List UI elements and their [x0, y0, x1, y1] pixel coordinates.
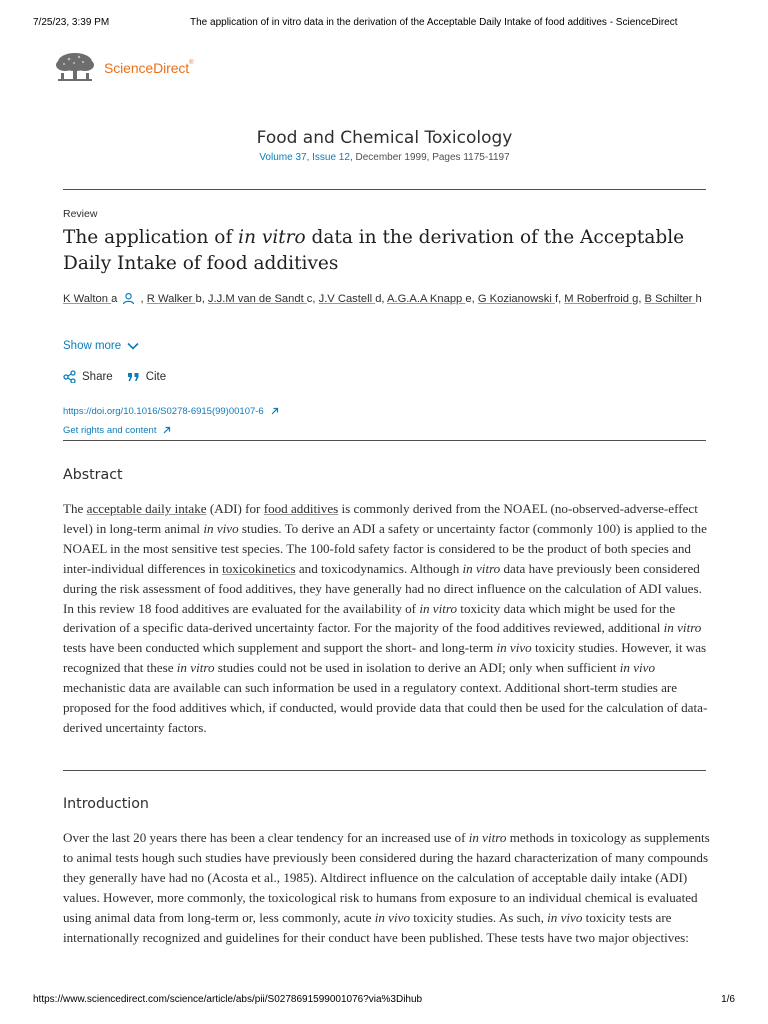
- author-link[interactable]: J.V Castell: [318, 293, 376, 305]
- cite-label: Cite: [145, 370, 167, 383]
- text-run: The: [63, 501, 87, 516]
- text-run: (ADI) for: [206, 501, 264, 516]
- text-run: mechanistic data are available can such information be used in a regulatory context. Additional short-term studies are proposed for the food additives which, if conducted, would provide data that could then be used for the calculation of data-derived uncertainty factors.: [63, 680, 708, 735]
- author-affiliation: c: [306, 293, 313, 305]
- author-separator: ,: [471, 293, 478, 305]
- text-run: studies could not be used in isolation to derive an ADI; only when sufficient: [214, 660, 620, 676]
- text-run: tests have been conducted which supplement and support the short- and long-term: [63, 640, 497, 656]
- text-run: data have previously been considered during the risk assessment of food additives, they have generally had no direct influence on the calculation of ADI values. In this review 18 food additives are evaluated for the availability of: [63, 560, 702, 616]
- share-icon: [63, 370, 76, 383]
- topic-link[interactable]: food additives: [263, 501, 339, 516]
- doi-text: https://doi.org/10.1016/S0278-6915(99)00107-6: [63, 406, 264, 417]
- emphasis-text: in vivo: [203, 520, 239, 536]
- divider: [63, 770, 706, 771]
- author-affiliation: e: [465, 293, 472, 305]
- introduction-text: [63, 828, 714, 947]
- external-link-icon: [162, 426, 171, 435]
- brand-name: ScienceDirect®: [104, 60, 194, 76]
- text-run: toxicity data which might be used for the derivation of a specific data-derived uncertainty factor. For the majority of the food additives reviewed, additional: [63, 600, 676, 636]
- author-link[interactable]: M Roberfroid: [564, 293, 633, 305]
- author-separator: ,: [381, 293, 388, 305]
- emphasis-text: in vitro: [419, 600, 458, 616]
- sciencedirect-logo[interactable]: [52, 48, 193, 88]
- person-icon[interactable]: [122, 292, 135, 305]
- print-url: https://www.sciencedirect.com/science/article/abs/pii/S0278691599001076?via%3Dihub: [33, 994, 423, 1005]
- print-header: [33, 17, 735, 31]
- text-run: toxicity tests are internationally recognized and guidelines for their conduct have been published. These tests have two major objectives:: [63, 909, 689, 945]
- quote-icon: [127, 371, 140, 382]
- author-link[interactable]: K Walton: [63, 293, 112, 305]
- print-footer: [33, 994, 735, 1008]
- divider: [63, 189, 706, 190]
- author-affiliation: g: [632, 293, 639, 305]
- author-affiliation: d: [375, 293, 382, 305]
- emphasis-text: in vitro: [462, 560, 501, 576]
- emphasis-text: in vivo: [496, 640, 532, 656]
- author-list: [63, 289, 713, 309]
- print-page-title: The application of in vitro data in the derivation of the Acceptable Daily Intake of food additives - ScienceDirect: [190, 17, 678, 28]
- emphasis-text: in vivo: [619, 660, 656, 676]
- share-button[interactable]: [63, 370, 113, 383]
- topic-link[interactable]: acceptable daily intake: [86, 501, 207, 516]
- journal-date-pages: , December 1999, Pages 1175-1197: [349, 152, 510, 163]
- show-more-button[interactable]: [63, 340, 139, 352]
- print-date: 7/25/23, 3:39 PM: [33, 17, 110, 28]
- author-affiliation: h: [695, 293, 702, 305]
- author-link[interactable]: B Schilter: [644, 293, 696, 305]
- divider: [63, 440, 706, 441]
- text-run: and toxicodynamics. Although: [295, 560, 463, 576]
- emphasis-text: in vitro: [176, 660, 215, 676]
- issue-link[interactable]: Volume 37, Issue 12: [259, 152, 350, 163]
- emphasis-text: in vitro: [468, 830, 507, 845]
- emphasis-text: in vivo: [374, 909, 410, 925]
- text-run: toxicity studies. As such,: [410, 909, 548, 925]
- text-run: Over the last 20 years there has been a clear tendency for an increased use of: [63, 830, 469, 845]
- author-link[interactable]: A.G.A.A Knapp: [387, 293, 466, 305]
- text-run: studies. To derive an ADI a safety or uncertainty factor (commonly 100) is applied to the NOAEL in the most sensitive test species. The 100-fold safety factor is considered to be the product of both species and inter-individual differences in: [63, 520, 707, 576]
- text-run: toxicity studies. However, it was recognized that these: [63, 640, 707, 676]
- author-separator: ,: [201, 293, 208, 305]
- article-links: [63, 402, 279, 440]
- rights-text: Get rights and content: [63, 425, 157, 436]
- doi-link[interactable]: [63, 402, 279, 421]
- cite-button[interactable]: [127, 370, 166, 383]
- journal-meta: [63, 152, 706, 163]
- journal-title[interactable]: Food and Chemical Toxicology: [256, 128, 513, 148]
- show-more-label: Show more: [63, 340, 122, 352]
- emphasis-text: in vivo: [547, 909, 583, 925]
- rights-link[interactable]: [63, 421, 279, 440]
- author-link[interactable]: J.J.M van de Sandt: [207, 293, 307, 305]
- author-link[interactable]: G Kozianowski: [477, 293, 555, 305]
- author-link[interactable]: R Walker: [146, 293, 196, 305]
- emphasis-text: in vitro: [663, 620, 702, 636]
- author-separator: ,: [137, 293, 147, 305]
- elsevier-tree-icon: [52, 51, 98, 85]
- share-label: Share: [82, 370, 113, 383]
- author-affiliation: f: [554, 293, 559, 305]
- author-affiliation: b: [195, 293, 202, 305]
- abstract-heading: Abstract: [63, 467, 123, 483]
- text-run: is commonly derived from the NOAEL (no-observed-adverse-effect level) in long-term animal: [63, 501, 698, 536]
- author-separator: ,: [558, 293, 565, 305]
- author-affiliation: a: [111, 293, 121, 305]
- journal-header: [63, 128, 706, 163]
- external-link-icon: [270, 407, 279, 416]
- text-run: methods in toxicology as supplements to animal tests hough such studies have previously been considered during the hazard characterization of many compounds they generally have had no (Acosta et al., 1985). Altdirect influence on the calculation of acceptable daily intake (ADI) values. However, more commonly, the toxicological risk to humans from exposure to an individual chemical is evaluated using animal data from long-term or, less commonly, acute: [63, 830, 710, 925]
- chevron-down-icon: [127, 342, 139, 350]
- article-actions: [63, 370, 166, 383]
- article-title: The application of in vitro data in the derivation of the Acceptable Daily Intake of food additives: [63, 227, 685, 274]
- author-separator: ,: [312, 293, 319, 305]
- print-page-number: 1/6: [721, 994, 735, 1005]
- introduction-heading: Introduction: [63, 796, 149, 812]
- article-type: Review: [63, 208, 98, 220]
- topic-link[interactable]: toxicokinetics: [222, 560, 296, 576]
- abstract-text: [63, 499, 714, 738]
- author-separator: ,: [638, 293, 645, 305]
